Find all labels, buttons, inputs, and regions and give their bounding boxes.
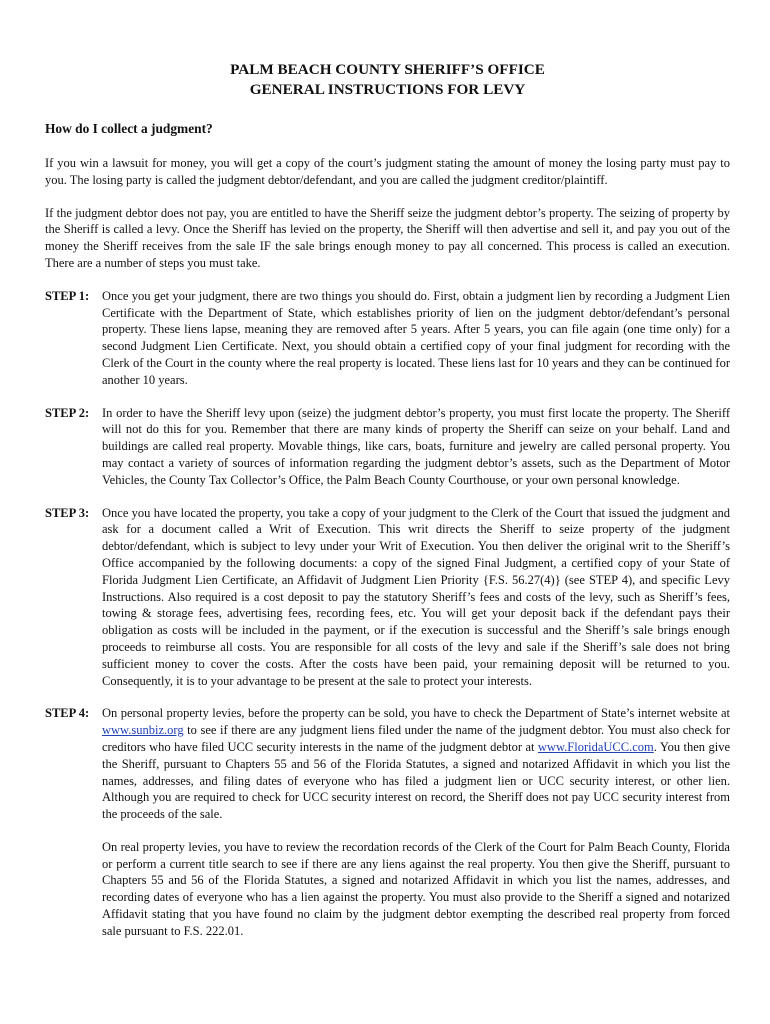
title-line-1: PALM BEACH COUNTY SHERIFF’S OFFICE (230, 61, 545, 78)
step-2-label: STEP 2: (45, 405, 90, 420)
step-4-paragraph-2: On real property levies, you have to review the recordation records of the Clerk of the Court for Palm Beach County, Florida or perform a current title search to see if there are any liens against the real property. You then give the Sheriff, pursuant to Chapters 55 and 56 of the Florida Statutes, a signed and notarized Affidavit in which you list the names, addresses, and recording dates of everyone who has a lien against the property. You must also provide to the Sheriff a signed and notarized Affidavit stating that you have found no claim by the judgment debtor exempting the described real property from forced sale pursuant to F.S. 222.01. (102, 839, 730, 938)
section-heading: How do I collect a judgment? (45, 121, 213, 136)
step-2 (45, 405, 730, 489)
step-1 (45, 288, 730, 389)
step-4-text (102, 705, 730, 823)
step-4-text-a: On personal property levies, before the property can be sold, you have to check the Department of State’s internet website at (102, 706, 730, 721)
floridaucc-link[interactable]: www.FloridaUCC.com (537, 739, 654, 754)
title-line-2: GENERAL INSTRUCTIONS FOR LEVY (249, 81, 526, 98)
step-4-text-c: . You then give the Sheriff, pursuant to Chapters 55 and 56 of the Florida Statutes, a signed and notarized Affidavit in which you list the names, addresses, and filing dates of everyone who has filed a judgment lien or UCC security interest, or other lien. Although you are required to check for UCC security interest on record, the Sheriff does not pay UCC security interest from the proceeds of the sale. (102, 739, 731, 822)
intro-paragraph-2: If the judgment debtor does not pay, you are entitled to have the Sheriff seize the judgment debtor’s property. The seizing of property by the Sheriff is called a levy. Once the Sheriff has levied on the property, the Sheriff will then advertise and sell it, and pay you out of the money the Sheriff receives from the sale IF the sale brings enough money to pay all concerned. This process is called an execution. There are a number of steps you must take. (45, 205, 730, 270)
step-3-label: STEP 3: (45, 505, 90, 520)
step-4-text-b: to see if there are any judgment liens filed under the name of the judgment debtor. You must also check for creditors who have filed UCC security interests in the name of the judgment debtor at (102, 723, 730, 754)
intro-paragraph-1: If you win a lawsuit for money, you will get a copy of the court’s judgment stating the amount of money the losing party must pay to you. The losing party is called the judgment debtor/defendant, and you are called the judgment creditor/plaintiff. (45, 156, 730, 187)
step-3-text: Once you have located the property, you take a copy of your judgment to the Clerk of the Court that issued the judgment and ask for a document called a Writ of Execution. This writ directs the Sheriff to seize property of the judgment debtor/defendant, which is subject to levy under your Writ of Execution. You then deliver the original writ to the Sheriff’s Office accompanied by the following documents: a copy of the signed Final Judgment, a certified copy of your State of Florida Judgment Lien Certificate, an Affidavit of Judgment Lien Priority {F.S. 56.27(4)} (see STEP 4), and specific Levy Instructions. Also required is a cost deposit to pay the statutory Sheriff’s fees and costs of the levy, such as Sheriff’s fees, towing & storage fees, advertising fees, recording fees, etc. You will get your deposit back if the defendant pays their obligation as costs will be included in the payment, or if the execution is successful and the Sheriff’s sale brings enough proceeds to reimburse all costs. You are responsible for all costs of the levy and sale if the Sheriff’s sale does not bring sufficient money to cover the costs. After the costs have been paid, your remaining deposit will be returned to you. Consequently, it is to your advantage to be present at the sale to protect your interests. (102, 505, 730, 688)
step-1-label: STEP 1: (45, 288, 90, 303)
sunbiz-link[interactable]: www.sunbiz.org (102, 723, 184, 738)
step-1-text: Once you get your judgment, there are two things you should do. First, obtain a judgment lien by recording a Judgment Lien Certificate with the Department of State, which establishes priority of lien on the judgment debtor/defendant’s personal property. These liens lapse, meaning they are removed after 5 years. After 5 years, you can file again (one time only) for a second Judgment Lien Certificate. Next, you should obtain a certified copy of your final judgment for recording with the Clerk of the Court in the county where the real property is located. These liens last for 10 years and they can be continued for another 10 years. (102, 288, 730, 387)
step-3 (45, 505, 730, 690)
step-2-text: In order to have the Sheriff levy upon (seize) the judgment debtor’s property, you must first locate the property. The Sheriff will not do this for you. Remember that there are many kinds of property the Sheriff can seize on your behalf. Land and buildings are called real property. Movable things, like cars, boats, furniture and jewelry are called personal property. You may contact a variety of sources of information regarding the judgment debtor’s assets, such as the Department of Motor Vehicles, the County Tax Collector’s Office, the Palm Beach County Courthouse, or your own personal knowledge. (102, 405, 730, 487)
step-4-label: STEP 4: (45, 706, 90, 721)
step-4 (45, 705, 730, 939)
document-title (45, 60, 730, 100)
